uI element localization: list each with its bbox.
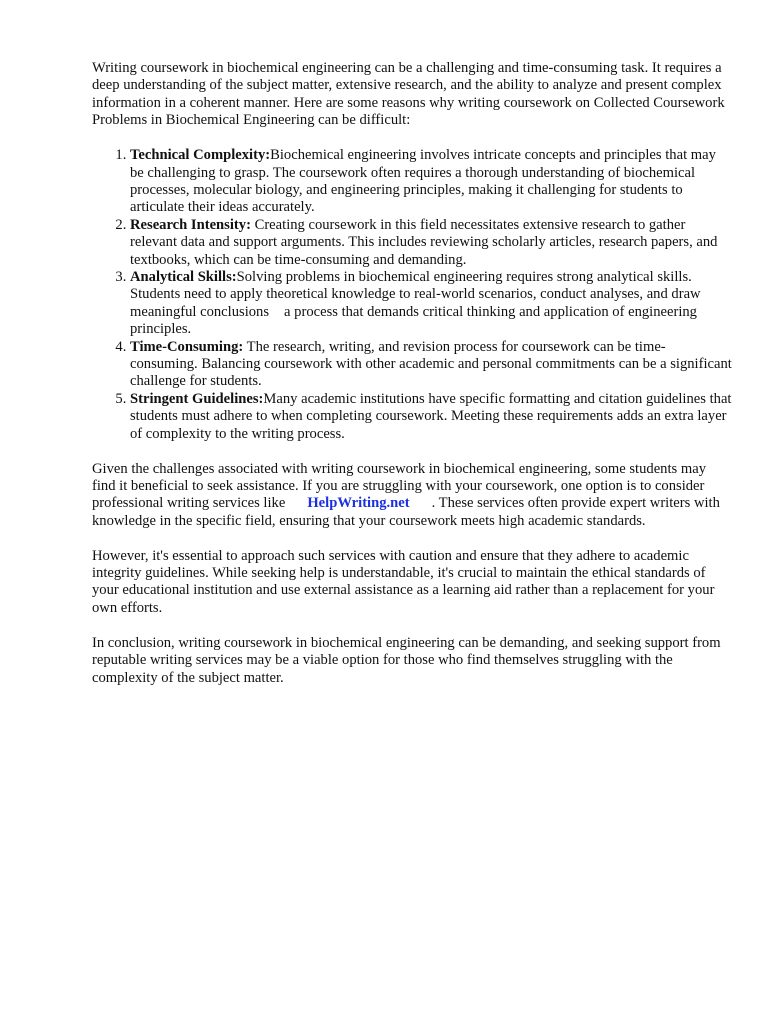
list-item-text: The research, writing, and revision process for coursework can be time-consuming. Balancing coursework with other academic and personal commitments can be a significant challenge for students. xyxy=(130,338,732,390)
list-item-text: Solving problems in biochemical engineering requires strong analytical skills. Students need to apply theoretical knowledge to real-world scenarios, conduct analyses, and draw meaningful conclusions xyxy=(130,268,701,320)
reasons-list xyxy=(92,147,732,443)
list-item-text: Creating coursework in this field necessitates extensive research to gather relevant data and support arguments. This includes reviewing scholarly articles, research papers, and textbooks, which can be time-consuming and demanding. xyxy=(130,216,718,268)
conclusion-paragraph: In conclusion, writing coursework in biochemical engineering can be demanding, and seeking support from reputable writing services may be a viable option for those who find themselves struggling with the complexity of the subject matter. xyxy=(92,634,721,686)
document-page xyxy=(92,60,732,705)
list-item-term: Research Intensity: xyxy=(130,216,251,233)
list-item-time-consuming xyxy=(130,339,732,391)
list-item-technical-complexity xyxy=(130,147,732,217)
intro-paragraph: Writing coursework in biochemical engineering can be a challenging and time-consuming task. It requires a deep understanding of the subject matter, extensive research, and the ability to analyze and present complex information in a coherent manner. Here are some reasons why writing coursework on Collected Coursework Problems in Biochemical Engineering can be difficult: xyxy=(92,60,725,129)
list-item-text: Biochemical engineering involves intricate concepts and principles that may be challenging to grasp. The coursework often requires a thorough understanding of biochemical processes, molecular biology, and engineering principles, making it challenging for students to articulate their ideas accurately. xyxy=(130,147,716,216)
caution-paragraph: However, it's essential to approach such services with caution and ensure that they adhere to academic integrity guidelines. While seeking help is understandable, it's crucial to maintain the ethical standards of your educational institution and use external assistance as a learning aid rather than a replacement for your own efforts. xyxy=(92,547,715,616)
assistance-paragraph xyxy=(92,461,732,531)
assistance-text-continued: . These services often provide expert writers with knowledge in the specific field, ensuring that your coursework meets high academic standards. xyxy=(92,495,720,529)
list-item-analytical-skills xyxy=(130,269,732,339)
helpwriting-link[interactable]: HelpWriting.net xyxy=(307,495,410,512)
assistance-text: Given the challenges associated with writing coursework in biochemical engineering, some students may find it beneficial to seek assistance. If you are struggling with your coursework, one option is to consider professional writing services like xyxy=(92,460,706,512)
list-item-text: Many academic institutions have specific formatting and citation guidelines that students must adhere to when completing coursework. Meeting these requirements adds an extra layer of complexity to the writing process. xyxy=(130,390,732,442)
list-item-term: Analytical Skills: xyxy=(130,268,237,285)
list-item-term: Technical Complexity: xyxy=(130,147,271,164)
list-item-text-continued: a process that demands critical thinking and application of engineering principles. xyxy=(130,303,697,338)
list-item-stringent-guidelines xyxy=(130,391,732,443)
list-item-research-intensity xyxy=(130,217,732,269)
list-item-term: Stringent Guidelines: xyxy=(130,390,264,407)
list-item-term: Time-Consuming: xyxy=(130,338,244,355)
